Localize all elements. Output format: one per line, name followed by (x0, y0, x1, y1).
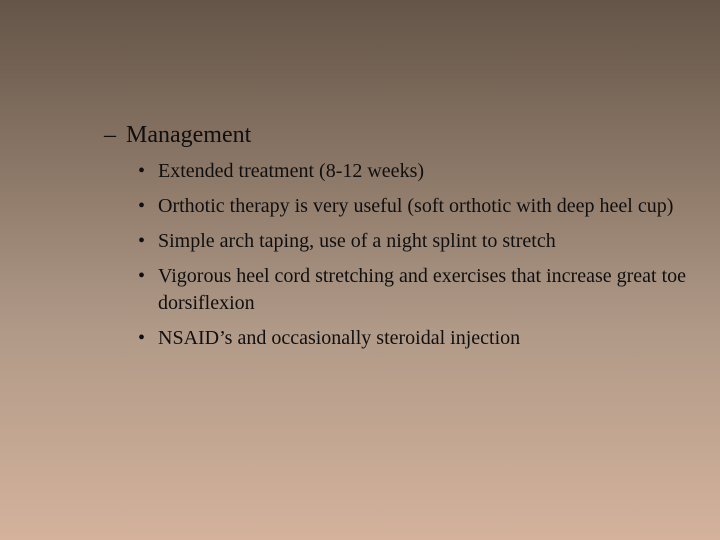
bullet-icon: • (138, 230, 146, 252)
list-item (138, 325, 698, 352)
bullet-text: Extended treatment (8-12 weeks) (158, 160, 425, 182)
list-item (138, 193, 698, 220)
section-heading-text: Management (126, 122, 252, 148)
bullet-icon: • (138, 327, 146, 349)
section-heading (104, 120, 251, 150)
bullet-icon: • (138, 160, 146, 182)
bullet-text: Vigorous heel cord stretching and exercises that increase great toe dorsiflexion (158, 265, 687, 314)
bullet-icon: • (138, 195, 146, 217)
bullet-text: Orthotic therapy is very useful (soft orthotic with deep heel cup) (158, 195, 674, 217)
bullet-list (138, 158, 698, 360)
list-item (138, 228, 698, 255)
dash-marker: – (104, 122, 116, 148)
list-item (138, 263, 698, 317)
bullet-text: NSAID’s and occasionally steroidal injection (158, 327, 521, 349)
bullet-text: Simple arch taping, use of a night splint to stretch (158, 230, 556, 252)
list-item (138, 158, 698, 185)
bullet-icon: • (138, 265, 146, 287)
